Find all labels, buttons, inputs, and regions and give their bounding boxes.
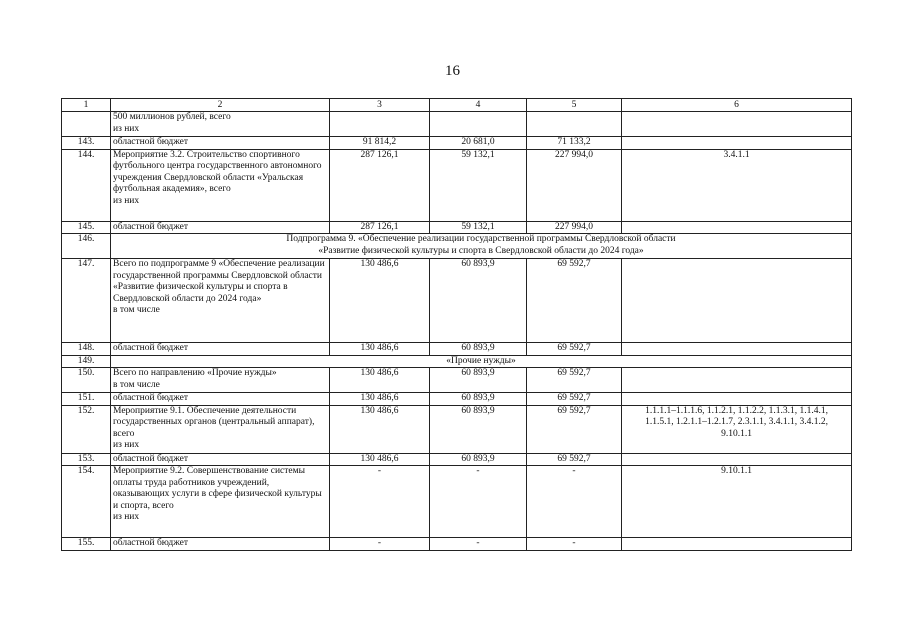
table-row bbox=[62, 368, 852, 393]
value-year-1: 59 132,1 bbox=[430, 221, 527, 234]
value-year-1: 60 893,9 bbox=[430, 259, 527, 343]
value-total: 130 486,6 bbox=[330, 343, 430, 356]
column-header: 3 bbox=[330, 99, 430, 112]
column-header: 6 bbox=[622, 99, 852, 112]
table-row bbox=[62, 112, 852, 137]
value-year-1: 60 893,9 bbox=[430, 453, 527, 466]
row-number: 143. bbox=[62, 137, 111, 150]
value-year-2: 69 592,7 bbox=[527, 453, 622, 466]
row-name: Всего по направлению «Прочие нужды» в том числе bbox=[111, 368, 330, 393]
target-refs bbox=[622, 393, 852, 406]
value-total: 130 486,6 bbox=[330, 405, 430, 453]
value-total bbox=[330, 112, 430, 137]
row-name: областной бюджет bbox=[111, 221, 330, 234]
table-row bbox=[62, 405, 852, 453]
table-row bbox=[62, 453, 852, 466]
value-year-1: 59 132,1 bbox=[430, 149, 527, 221]
value-year-2: 227 994,0 bbox=[527, 221, 622, 234]
row-number: 151. bbox=[62, 393, 111, 406]
row-number: 150. bbox=[62, 368, 111, 393]
value-total: 287 126,1 bbox=[330, 149, 430, 221]
value-year-2 bbox=[527, 112, 622, 137]
column-header: 2 bbox=[111, 99, 330, 112]
value-year-1: 60 893,9 bbox=[430, 405, 527, 453]
value-total: - bbox=[330, 466, 430, 538]
row-number bbox=[62, 112, 111, 137]
target-refs bbox=[622, 343, 852, 356]
row-name: областной бюджет bbox=[111, 393, 330, 406]
row-name: Всего по подпрограмме 9 «Обеспечение реализации государственной программы Свердловской области «Развитие физической культуры и спорта в Свердловской области до 2024 года» в том числе bbox=[111, 259, 330, 343]
budget-table bbox=[61, 98, 852, 551]
page-number: 16 bbox=[445, 63, 460, 79]
target-refs bbox=[622, 221, 852, 234]
row-name: областной бюджет bbox=[111, 137, 330, 150]
value-year-1: 60 893,9 bbox=[430, 368, 527, 393]
table-row bbox=[62, 466, 852, 538]
table-header-row bbox=[62, 99, 852, 112]
value-total: 130 486,6 bbox=[330, 368, 430, 393]
column-header: 5 bbox=[527, 99, 622, 112]
row-number: 147. bbox=[62, 259, 111, 343]
target-refs: 1.1.1.1–1.1.1.6, 1.1.2.1, 1.1.2.2, 1.1.3.1, 1.1.4.1, 1.1.5.1, 1.2.1.1–1.2.1.7, 2.3.1.1, 3.4.1.1, 3.4.1.2, 9.10.1.1 bbox=[622, 405, 852, 453]
row-name: областной бюджет bbox=[111, 453, 330, 466]
value-year-1: 60 893,9 bbox=[430, 393, 527, 406]
target-refs bbox=[622, 259, 852, 343]
table-row bbox=[62, 137, 852, 150]
value-year-1: 60 893,9 bbox=[430, 343, 527, 356]
column-header: 4 bbox=[430, 99, 527, 112]
value-total: 130 486,6 bbox=[330, 453, 430, 466]
row-number: 155. bbox=[62, 538, 111, 551]
row-number: 153. bbox=[62, 453, 111, 466]
value-year-1: - bbox=[430, 538, 527, 551]
row-number: 152. bbox=[62, 405, 111, 453]
target-refs bbox=[622, 368, 852, 393]
value-year-2: - bbox=[527, 538, 622, 551]
value-year-2: 69 592,7 bbox=[527, 368, 622, 393]
value-year-2: 71 133,2 bbox=[527, 137, 622, 150]
value-year-1: - bbox=[430, 466, 527, 538]
row-name: 500 миллионов рублей, всего из них bbox=[111, 112, 330, 137]
table-row bbox=[62, 393, 852, 406]
section-title: Подпрограмма 9. «Обеспечение реализации государственной программы Свердловской области «Развитие физической культуры и спорта в Свердловской области до 2024 года» bbox=[111, 234, 852, 259]
table-row bbox=[62, 343, 852, 356]
row-number: 148. bbox=[62, 343, 111, 356]
target-refs: 9.10.1.1 bbox=[622, 466, 852, 538]
value-year-2: 69 592,7 bbox=[527, 405, 622, 453]
table-row bbox=[62, 149, 852, 221]
value-year-2: 69 592,7 bbox=[527, 343, 622, 356]
target-refs bbox=[622, 453, 852, 466]
row-name: Мероприятие 3.2. Строительство спортивного футбольного центра государственного автономного учреждения Свердловской области «Уральская футбольная академия», всего из них bbox=[111, 149, 330, 221]
table-row bbox=[62, 538, 852, 551]
table-row bbox=[62, 221, 852, 234]
target-refs: 3.4.1.1 bbox=[622, 149, 852, 221]
value-total: 287 126,1 bbox=[330, 221, 430, 234]
value-year-2: 227 994,0 bbox=[527, 149, 622, 221]
row-number: 145. bbox=[62, 221, 111, 234]
section-title: «Прочие нужды» bbox=[111, 355, 852, 368]
value-total: 130 486,6 bbox=[330, 393, 430, 406]
section-row bbox=[62, 234, 852, 259]
row-name: областной бюджет bbox=[111, 343, 330, 356]
value-year-1: 20 681,0 bbox=[430, 137, 527, 150]
column-header: 1 bbox=[62, 99, 111, 112]
value-total: - bbox=[330, 538, 430, 551]
table-row bbox=[62, 259, 852, 343]
row-name: Мероприятие 9.1. Обеспечение деятельности государственных органов (центральный аппарат), всего из них bbox=[111, 405, 330, 453]
row-number: 146. bbox=[62, 234, 111, 259]
value-total: 130 486,6 bbox=[330, 259, 430, 343]
value-year-2: 69 592,7 bbox=[527, 393, 622, 406]
row-name: областной бюджет bbox=[111, 538, 330, 551]
value-year-2: 69 592,7 bbox=[527, 259, 622, 343]
row-name: Мероприятие 9.2. Совершенствование системы оплаты труда работников учреждений, оказывающих услуги в сфере физической культуры и спорта, всего из них bbox=[111, 466, 330, 538]
value-total: 91 814,2 bbox=[330, 137, 430, 150]
target-refs bbox=[622, 137, 852, 150]
value-year-1 bbox=[430, 112, 527, 137]
target-refs bbox=[622, 112, 852, 137]
row-number: 144. bbox=[62, 149, 111, 221]
section-row bbox=[62, 355, 852, 368]
row-number: 149. bbox=[62, 355, 111, 368]
row-number: 154. bbox=[62, 466, 111, 538]
value-year-2: - bbox=[527, 466, 622, 538]
target-refs bbox=[622, 538, 852, 551]
